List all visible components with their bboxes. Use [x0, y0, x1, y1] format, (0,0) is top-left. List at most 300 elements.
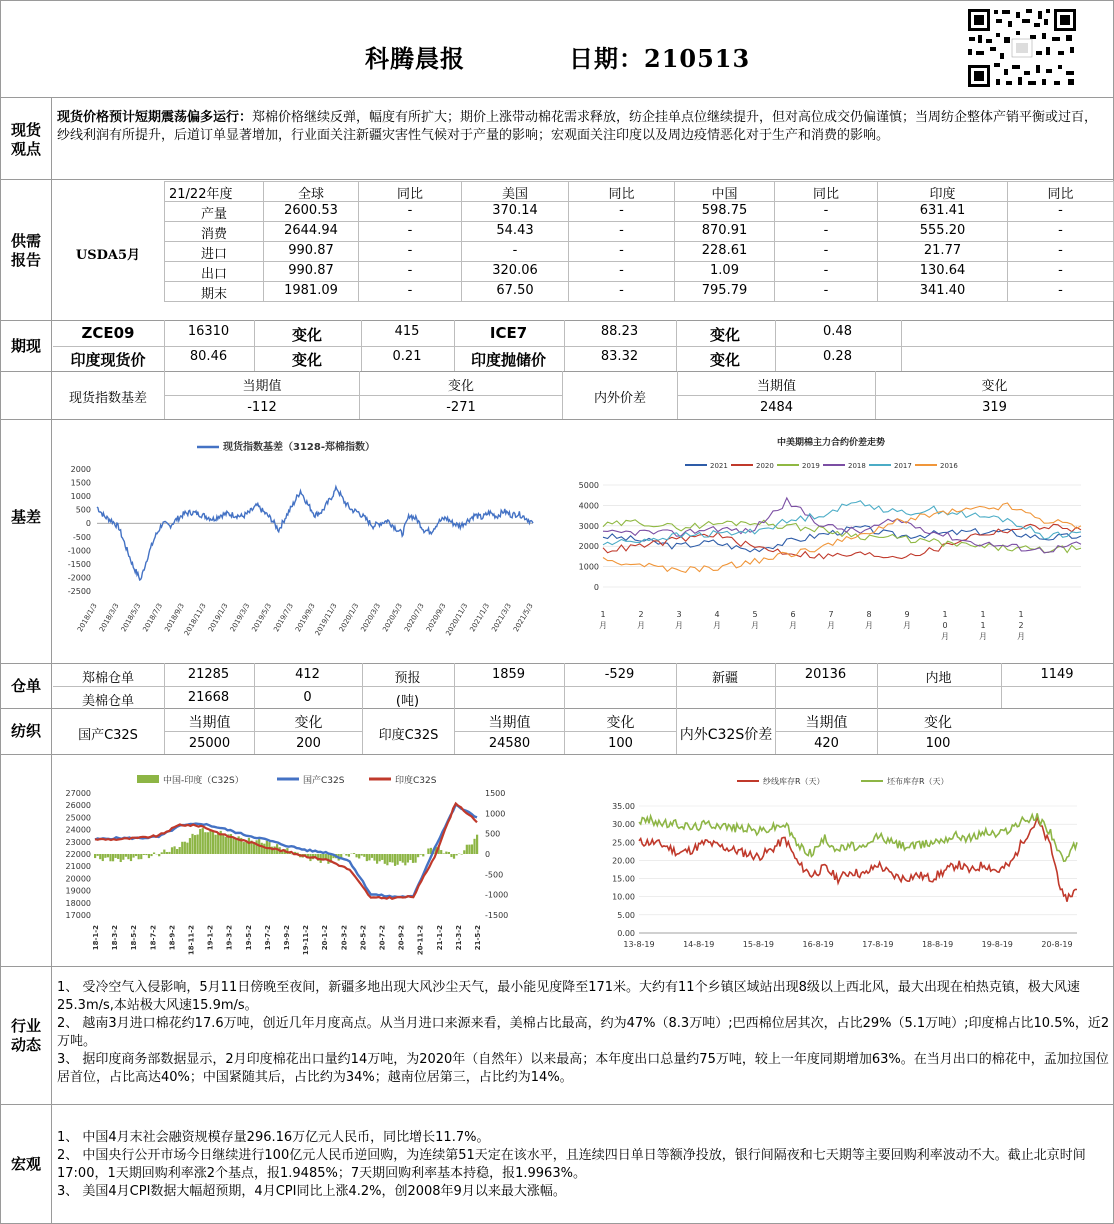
legend-label: 坯布库存R（天） [887, 777, 949, 786]
legend-label: 2019 [802, 462, 820, 470]
y-tick-label-left: 18000 [65, 898, 91, 908]
diff-bar [399, 854, 401, 861]
diff-bar [471, 844, 473, 854]
diff-bar [191, 834, 193, 854]
diff-bar [407, 854, 409, 863]
y-tick-label-left: 20000 [65, 874, 91, 884]
futures-cell: 印度抛储价 [470, 351, 546, 369]
usda-cell: 795.79 [701, 283, 748, 298]
usda-header: 21/22年度 [169, 187, 233, 202]
futures-cell: 0.48 [823, 324, 852, 339]
usda-cell: 341.40 [919, 283, 966, 298]
y-tick-label-left: 17000 [65, 911, 91, 920]
diff-bar [209, 829, 211, 854]
warrant-cell: 1859 [491, 667, 526, 682]
diff-bar [107, 854, 109, 857]
diff-bar [412, 854, 414, 863]
diff-bar [214, 835, 216, 854]
y-tick-label: 20.00 [612, 856, 635, 866]
diff-bar [363, 854, 365, 857]
diff-bar [463, 850, 465, 854]
x-tick-label: 2020/9/3 [424, 602, 448, 634]
diff-bar [127, 854, 129, 859]
diff-bar [345, 854, 347, 856]
usda-header: 美国 [501, 187, 528, 202]
usda-cell: 1.09 [710, 263, 739, 278]
diff-bar [394, 854, 396, 866]
diff-bar [455, 854, 457, 855]
series-line [603, 503, 1081, 572]
diff-bar [243, 842, 245, 854]
diff-bar [168, 852, 170, 854]
legend-swatch [137, 775, 159, 783]
usda-cell: 1981.09 [284, 283, 338, 298]
diff-bar [379, 854, 381, 861]
diff-bar [473, 839, 475, 854]
y-tick-label: 5000 [578, 481, 599, 490]
warrant-cell: 内地 [925, 671, 952, 686]
diff-bar [248, 838, 250, 854]
x-tick-label: 20-7-2 [378, 925, 387, 951]
diff-bar [145, 854, 147, 855]
diff-bar [153, 852, 155, 854]
y-tick-label: 25.00 [612, 838, 635, 848]
futures-cell: 88.23 [600, 324, 639, 339]
diff-bar [448, 852, 450, 854]
x-tick-label: 1 月 [599, 610, 607, 630]
y-tick-label: 15.00 [612, 874, 635, 884]
warrant-cell: 美棉仓单 [81, 694, 134, 709]
x-tick-label: 15-8-19 [742, 940, 775, 949]
usda-cell: - [407, 223, 413, 238]
textile-in-label: 印度C32S [378, 728, 439, 743]
y-tick-label: 1500 [70, 478, 91, 488]
usda-cell: 228.61 [701, 243, 748, 258]
diff-bar [376, 854, 378, 864]
x-tick-label: 21-3-2 [454, 925, 463, 951]
x-tick-label: 6 月 [789, 610, 797, 630]
legend-label: 国产C32S [303, 776, 345, 786]
x-tick-label: 2 月 [637, 610, 645, 630]
diff-bar [476, 835, 478, 854]
x-tick-label: 1 1 月 [979, 610, 987, 641]
series-line [97, 487, 533, 580]
basis-io-cur: 2484 [759, 400, 794, 415]
textile-diff-cur: 420 [814, 736, 839, 751]
basis-io-cur-label: 当期值 [756, 379, 796, 394]
usda-row-label: 产量 [200, 207, 227, 222]
legend-label: 中国-印度（C32S） [163, 776, 244, 786]
x-tick-label: 18-7-2 [149, 925, 158, 951]
x-tick-label: 19-1-2 [206, 925, 215, 951]
basis-spot-cur-label: 当期值 [242, 379, 282, 394]
futures-cell: 变化 [291, 351, 322, 369]
y-tick-label: -2000 [67, 573, 91, 583]
diff-bar [466, 845, 468, 854]
usda-row-label: 进口 [200, 247, 227, 262]
y-tick-label-left: 25000 [65, 813, 91, 823]
x-tick-label: 2018/9/3 [163, 602, 186, 634]
futures-cell: 0.21 [392, 349, 422, 364]
diff-bar [109, 854, 111, 861]
diff-bar [179, 847, 181, 854]
diff-bar [194, 835, 196, 854]
x-tick-label: 3 月 [675, 610, 683, 630]
usda-cell: - [1058, 203, 1063, 218]
diff-bar [225, 837, 227, 854]
section-futures-spot: 期现 [10, 337, 41, 355]
basis-spot-label: 现货指数基差 [68, 391, 147, 406]
warrant-cell: 郑棉仓单 [81, 671, 134, 686]
x-tick-label: 2019/3/3 [228, 602, 252, 634]
x-tick-label: 1 0 月 [941, 610, 949, 641]
x-tick-label: 2019/9/3 [294, 602, 317, 634]
diff-bar [450, 854, 452, 857]
textile-diff-chg-label: 变化 [924, 715, 952, 731]
x-tick-label: 21-5-2 [474, 925, 482, 951]
warrant-cell: 20136 [804, 667, 847, 682]
diff-bar [199, 829, 201, 854]
diff-bar [368, 854, 370, 860]
usda-header: 全球 [297, 187, 324, 202]
chart-title: 中美期棉主力合约价差走势 [776, 438, 886, 448]
diff-bar [409, 854, 411, 860]
diff-bar [161, 852, 163, 854]
futures-cell: 415 [394, 324, 420, 339]
textile-cn-cur: 25000 [188, 736, 231, 751]
diff-bar [440, 850, 442, 854]
macro-item: 2、 中国央行公开市场今日继续进行100亿元人民币逆回购，为连续第51天定在该水平，且连续四日单日等额净投放，银行间隔夜和七天期等主要回购利率波动不大。截止北京时间17:00，1天期回购利率涨2个基点，报1.9485%；7天期回购利率基本持稳，报1.9963%。 [57, 1148, 1086, 1181]
report-date: 日期：210513 [569, 44, 751, 73]
diff-bar [222, 834, 224, 854]
x-tick-label: 5 月 [751, 610, 759, 630]
x-tick-label: 9 月 [903, 610, 911, 630]
y-tick-label: 30.00 [612, 820, 635, 830]
diff-bar [358, 854, 360, 859]
x-tick-label: 16-8-19 [802, 940, 834, 949]
diff-bar [256, 840, 258, 854]
diff-bar [371, 854, 373, 858]
y-tick-label: 500 [75, 505, 91, 515]
legend-label: 2018 [848, 462, 866, 470]
report-title: 科腾晨报 [365, 44, 465, 73]
diff-bar [173, 846, 175, 854]
textile-in-chg: 100 [608, 736, 633, 751]
spot-view-paragraph [57, 109, 1109, 145]
textile-diff-cur-label: 当期值 [805, 715, 848, 731]
y-tick-label: -2500 [67, 587, 91, 596]
section-basis: 基差 [10, 508, 41, 526]
diff-bar [130, 854, 132, 861]
diff-bar [361, 854, 363, 856]
x-tick-label: 4 月 [713, 610, 721, 630]
section-spot-view: 现货 观点 [10, 121, 41, 158]
x-tick-label: 2020/5/3 [381, 602, 404, 634]
x-tick-label: 2020/7/3 [403, 602, 426, 634]
spot-view-body: 郑棉价格继续反弹，幅度有所扩大；期价上涨带动棉花需求释放，纺企挂单点位继续提升，但对高位成交仍偏谨慎；当周纺企整体产销平衡或过百，纱线利润有所提升，后道订单显著增加，行业面关注新疆灾害性气候对于产量的影响；宏观面关注印度以及周边疫情恶化对于生产和消费的影响。 [57, 110, 1098, 143]
y-tick-label: 3000 [578, 521, 599, 531]
x-tick-label: 2018/11/3 [182, 602, 208, 638]
diff-bar [356, 854, 358, 857]
diff-bar [443, 853, 445, 854]
diff-bar [414, 854, 416, 863]
diff-bar [189, 838, 191, 854]
usda-cell: - [1058, 283, 1063, 298]
warrant-cell: 21285 [187, 667, 230, 682]
usda-cell: 130.64 [919, 263, 966, 278]
x-tick-label: 7 月 [827, 610, 835, 630]
diff-bar [166, 852, 168, 854]
futures-cell: ZCE09 [81, 324, 135, 342]
x-tick-label: 8 月 [865, 610, 873, 630]
diff-bar [122, 854, 124, 860]
diff-bar [140, 854, 142, 859]
usda-cell: - [619, 263, 624, 278]
legend-label: 现货指数基差（3128-郑棉指数） [223, 442, 375, 453]
diff-bar [97, 854, 99, 856]
in-c32s-line [95, 804, 477, 899]
usda-header: 同比 [608, 187, 635, 202]
y-tick-label: 0 [85, 519, 91, 529]
futures-cell: 16310 [187, 324, 230, 339]
usda-cell: 990.87 [288, 263, 334, 278]
x-tick-label: 2019/7/3 [272, 602, 295, 634]
diff-bar [427, 849, 429, 854]
usda-header: 中国 [711, 187, 738, 202]
x-tick-label: 20-11-2 [416, 925, 425, 956]
diff-bar [135, 854, 137, 856]
diff-bar [181, 842, 183, 854]
usda-cell: 2600.53 [284, 203, 338, 218]
basis-index-chart [53, 421, 553, 661]
usda-row-label: 期末 [200, 287, 227, 302]
x-tick-label: 19-3-2 [225, 925, 234, 951]
y-tick-label: 2000 [578, 542, 599, 552]
usda-cell: - [407, 283, 413, 298]
section-macro: 宏观 [10, 1155, 41, 1173]
usda-header: 同比 [396, 187, 423, 202]
diff-bar [115, 854, 117, 858]
x-tick-label: 20-9-2 [397, 925, 406, 951]
diff-bar [171, 847, 173, 854]
y-tick-label: 1000 [70, 492, 91, 502]
diff-bar [138, 854, 140, 859]
usda-cell: - [823, 263, 829, 278]
usda-cell: 54.43 [496, 223, 534, 238]
y-tick-label: 0 [593, 583, 599, 592]
diff-bar [391, 854, 393, 863]
section-supply-demand: 供需 报告 [10, 232, 41, 269]
warrant-cell: 412 [295, 667, 320, 682]
usda-header: 同比 [812, 187, 839, 202]
section-warrant: 仓单 [10, 677, 41, 695]
x-tick-label: 2020/11/3 [444, 602, 470, 638]
y-tick-label-left: 26000 [65, 801, 91, 811]
usda-row-label: 出口 [200, 267, 227, 282]
macro-item: 3、 美国4月CPI数据大幅超预期，4月CPI同比上涨4.2%，创2008年9月以来最大涨幅。 [57, 1184, 566, 1199]
industry-item: 2、 越南3月进口棉花约17.6万吨，创近几年月度高点。从当月进口来源来看，美棉占比最高，约为47%（8.3万吨）;巴西棉位居其次，占比29%（5.1万吨）;印度棉占比10.5%，近2万吨。 [57, 1016, 1110, 1049]
y-tick-label-left: 23000 [65, 837, 91, 847]
y-tick-label-right: 1500 [485, 789, 506, 798]
x-tick-label: 17-8-19 [862, 940, 894, 949]
diff-bar [132, 854, 134, 858]
legend-label: 2017 [894, 462, 912, 470]
x-tick-label: 2019/11/3 [313, 602, 339, 638]
usda-cell: 21.77 [923, 243, 962, 258]
diff-bar [261, 843, 263, 854]
y-tick-label-left: 21000 [65, 862, 91, 872]
warrant-cell: 1149 [1040, 667, 1074, 682]
diff-bar [445, 852, 447, 854]
futures-cell: 83.32 [600, 349, 639, 364]
x-tick-label: 2021/1/3 [468, 602, 492, 634]
x-tick-label: 21-1-2 [435, 925, 444, 951]
diff-bar [420, 854, 422, 855]
usda-cell: - [1058, 243, 1063, 258]
usda-cell: - [823, 243, 829, 258]
basis-spot-cur: -112 [247, 400, 277, 415]
textile-diff-chg: 100 [925, 736, 951, 751]
textile-diff-label: 内外C32S价差 [679, 727, 773, 743]
diff-bar [263, 844, 265, 854]
section-industry: 行业 动态 [10, 1017, 41, 1054]
usda-cell: - [823, 203, 829, 218]
macro-news [57, 1129, 1111, 1201]
x-tick-label: 19-11-2 [302, 925, 311, 956]
y-tick-label-right: -1000 [485, 890, 509, 900]
y-tick-label: 35.00 [612, 802, 635, 811]
diff-bar [366, 854, 368, 861]
basis-io-chg-label: 变化 [981, 379, 1008, 394]
diff-bar [404, 854, 406, 865]
basis-io-label: 内外价差 [593, 391, 646, 406]
futures-cell: 变化 [709, 326, 740, 344]
spot-view-lead: 现货价格预计短期震荡偏多运行： [57, 110, 253, 125]
x-tick-label: 20-5-2 [359, 925, 368, 951]
usda-row-label: 消费 [200, 227, 227, 242]
textile-cn-chg-label: 变化 [294, 715, 323, 731]
diff-bar [253, 843, 255, 854]
diff-bar [468, 845, 470, 854]
x-tick-label: 2018/5/3 [119, 602, 143, 634]
x-tick-label: 2019/5/3 [250, 602, 274, 634]
legend-label: 印度C32S [395, 776, 437, 786]
industry-news [57, 979, 1111, 1087]
y-tick-label: 0.00 [617, 929, 635, 938]
diff-bar [353, 853, 355, 854]
x-tick-label: 18-1-2 [92, 925, 100, 951]
usda-cell: 370.14 [492, 203, 538, 218]
usda-header: 印度 [929, 187, 956, 202]
y-tick-label: 10.00 [612, 892, 635, 902]
warrant-cell: 21668 [187, 690, 230, 705]
warrant-cell: 新疆 [711, 671, 738, 686]
futures-cell: 变化 [291, 326, 322, 344]
warrant-cell: -529 [604, 667, 635, 682]
y-tick-label-left: 22000 [65, 850, 91, 859]
industry-item: 3、 据印度商务部数据显示，2月印度棉花出口量约14万吨，为2020年（自然年）以来最高；本年度出口总量约75万吨，较上一年度同期增加63%。在当月出口的棉花中，孟加拉国位居首位，占比高达40%；中国紧随其后，占比约为34%；越南位居第三，占比约为14%。 [57, 1052, 1109, 1085]
usda-cell: - [512, 243, 518, 258]
usda-cell: 631.41 [919, 203, 966, 218]
c32s-price-chart [53, 761, 553, 963]
industry-item: 1、 受冷空气入侵影响，5月11日傍晚至夜间，新疆多地出现大风沙尘天气，最小能见度降至171米。大约有11个乡镇区域站出现8级以上西北风，最大出现在柏热克镇，极大风速25.3m/s,本站极大风速15.9m/s。 [57, 980, 1080, 1013]
diff-bar [184, 842, 186, 854]
usda-cell: - [407, 203, 413, 218]
x-tick-label: 19-7-2 [263, 925, 272, 951]
diff-bar [422, 854, 424, 856]
usda-cell: - [619, 203, 624, 218]
diff-bar [348, 854, 350, 857]
diff-bar [417, 854, 419, 857]
x-tick-label: 18-9-2 [168, 925, 177, 951]
futures-cell: ICE7 [489, 324, 528, 342]
diff-bar [386, 854, 388, 865]
x-tick-label: 20-3-2 [340, 925, 349, 951]
x-tick-label: 2020/3/3 [359, 602, 383, 634]
usda-cell: - [1058, 223, 1063, 238]
diff-bar [99, 854, 101, 859]
diff-bar [94, 854, 96, 858]
basis-spot-chg-label: 变化 [447, 379, 474, 394]
x-tick-label: 2020/1/3 [337, 602, 361, 634]
diff-bar [150, 854, 152, 856]
series-line [639, 813, 1077, 861]
diff-bar [389, 854, 391, 862]
usda-cell: - [407, 263, 413, 278]
warrant-cell: 预报 [394, 671, 421, 686]
x-tick-label: 2021/3/3 [490, 602, 513, 634]
x-tick-label: 2018/1/3 [76, 602, 99, 634]
usda-cell: - [823, 223, 829, 238]
diff-bar [461, 854, 463, 855]
textile-cn-chg: 200 [296, 736, 321, 751]
y-tick-label-left: 27000 [65, 789, 91, 798]
diff-bar [384, 854, 386, 864]
x-tick-label: 19-9-2 [283, 925, 291, 951]
diff-bar [148, 854, 150, 858]
usda-cell: 870.91 [701, 223, 748, 238]
textile-cn-label: 国产C32S [78, 728, 138, 743]
diff-bar [402, 854, 404, 863]
usda-header: 同比 [1047, 187, 1074, 202]
inventory-ratio-chart [597, 761, 1097, 963]
diff-bar [102, 854, 104, 861]
usda-cell: 320.06 [492, 263, 538, 278]
y-tick-label-right: -500 [485, 870, 504, 880]
textile-in-cur: 24580 [488, 736, 531, 751]
x-tick-label: 18-3-2 [111, 925, 120, 951]
diff-bar [112, 854, 114, 861]
x-tick-label: 20-8-19 [1041, 940, 1073, 949]
x-tick-label: 19-8-19 [981, 940, 1013, 949]
diff-bar [373, 854, 375, 861]
warrant-cell: 0 [303, 690, 312, 705]
diff-bar [217, 833, 219, 854]
section-textile: 纺织 [10, 722, 41, 740]
diff-bar [207, 832, 209, 854]
futures-cell: 变化 [709, 351, 740, 369]
diff-bar [397, 854, 399, 865]
diff-bar [163, 850, 165, 854]
usda-cell: - [1058, 263, 1063, 278]
macro-item: 1、 中国4月末社会融资规模存量296.16万亿元人民币，同比增长11.7%。 [57, 1130, 490, 1145]
usda-cell: - [619, 243, 624, 258]
y-tick-label-right: 500 [485, 829, 501, 839]
x-tick-label: 18-11-2 [187, 925, 196, 956]
diff-bar [381, 854, 383, 860]
x-tick-label: 19-5-2 [244, 925, 253, 951]
diff-bar [158, 854, 160, 856]
